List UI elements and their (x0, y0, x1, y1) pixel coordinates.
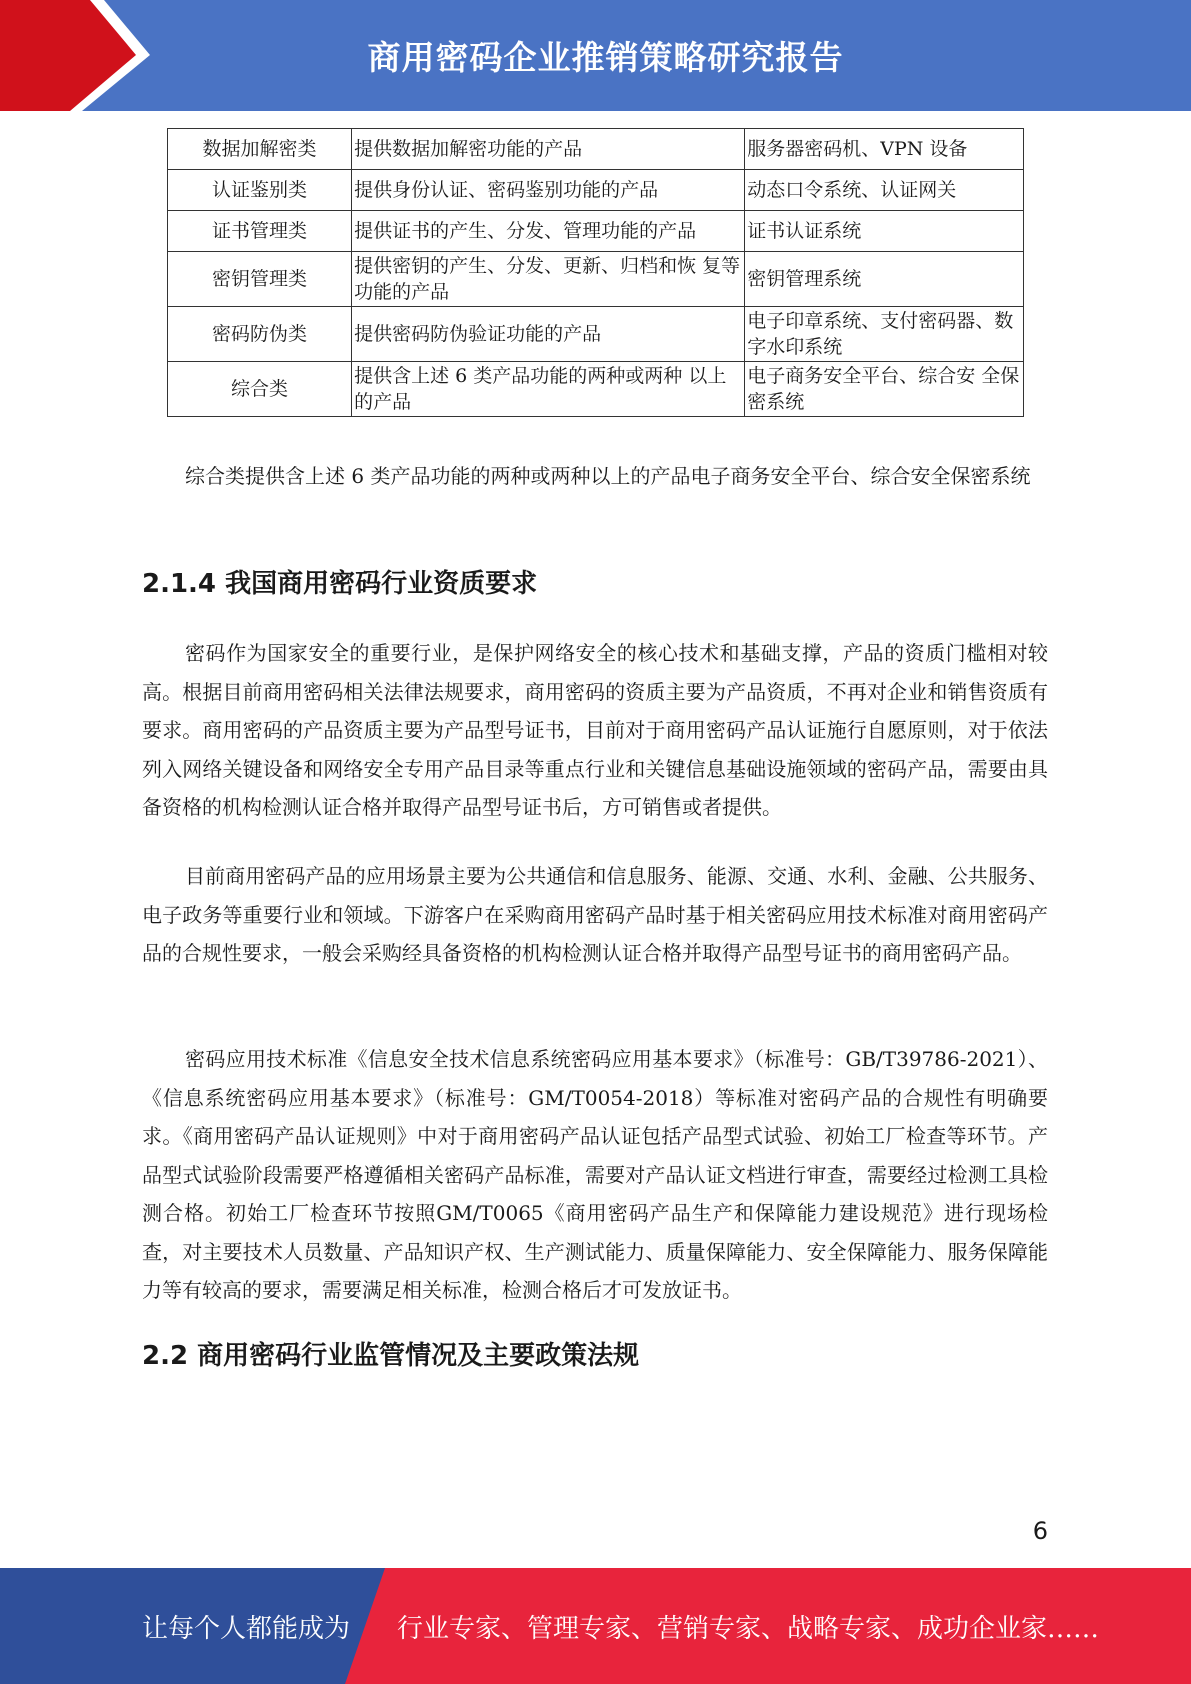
table-cell: 密钥管理类 (168, 252, 352, 307)
paragraph-application: 目前商用密码产品的应用场景主要为公共通信和信息服务、能源、交通、水利、金融、公共服务、电子政务等重要行业和领域。下游客户在采购商用密码产品时基于相关密码应用技术标准对商用密码产品的合规性要求，一般会采购经具备资格的机构检测认证合格并取得产品型号证书的商用密码产品。 (142, 864, 1048, 965)
table-cell: 证书管理类 (168, 211, 352, 252)
table-cell: 提供含上述 6 类产品功能的两种或两种 以上的产品 (352, 362, 745, 417)
table-cell: 动态口令系统、认证网关 (745, 170, 1024, 211)
table-row (168, 170, 1024, 211)
table-row (168, 307, 1024, 362)
table-row (168, 252, 1024, 307)
table-row (168, 362, 1024, 417)
table-cell: 密钥管理系统 (745, 252, 1024, 307)
table-cell: 数据加解密类 (168, 129, 352, 170)
header-arrow-decoration (0, 0, 170, 111)
paragraph-standards: 密码应用技术标准《信息安全技术信息系统密码应用基本要求》（标准号：GB/T39786-2021）、《信息系统密码应用基本要求》（标准号：GM/T0054-2018）等标准对密码产品的合规性有明确要求。《商用密码产品认证规则》中对于商用密码产品认证包括产品型式试验、初始工厂检查等环节。产品型式试验阶段需要严格遵循相关密码产品标准，需要对产品认证文档进行审查，需要经过检测工具检测合格。初始工厂检查环节按照GM/T0065《商用密码产品生产和保障能力建设规范》进行现场检查，对主要技术人员数量、产品知识产权、生产测试能力、质量保障能力、安全保障能力、服务保障能力等有较高的要求，需要满足相关标准，检测合格后才可发放证书。 (142, 1047, 1048, 1302)
table-cell: 提供数据加解密功能的产品 (352, 129, 745, 170)
page-footer (0, 1568, 1191, 1684)
paragraph-qualification: 密码作为国家安全的重要行业，是保护网络安全的核心技术和基础支撑，产品的资质门槛相对较高。根据目前商用密码相关法律法规要求，商用密码的资质主要为产品资质，不再对企业和销售资质有要求。商用密码的产品资质主要为产品型号证书，目前对于商用密码产品认证施行自愿原则，对于依法列入网络关键设备和网络安全专用产品目录等重点行业和关键信息基础设施领域的密码产品，需要由具备资格的机构检测认证合格并取得产品型号证书后，方可销售或者提供。 (142, 641, 1048, 819)
table-cell: 证书认证系统 (745, 211, 1024, 252)
table-row (168, 211, 1024, 252)
section-heading-2-1-4: 2.1.4 我国商用密码行业资质要求 (142, 569, 538, 599)
table-cell: 提供密码防伪验证功能的产品 (352, 307, 745, 362)
table-cell: 电子印章系统、支付密码器、数字水印系统 (745, 307, 1024, 362)
paragraph-summary: 综合类提供含上述 6 类产品功能的两种或两种以上的产品电子商务安全平台、综合安全保密系统 (185, 464, 1031, 488)
table-cell: 电子商务安全平台、综合安 全保密系统 (745, 362, 1024, 417)
table-cell: 服务器密码机、VPN 设备 (745, 129, 1024, 170)
table-cell: 综合类 (168, 362, 352, 417)
table-cell: 提供身份认证、密码鉴别功能的产品 (352, 170, 745, 211)
table-cell: 密码防伪类 (168, 307, 352, 362)
footer-slogan-left: 让每个人都能成为 (142, 1613, 351, 1644)
section-heading-2-2: 2.2 商用密码行业监管情况及主要政策法规 (142, 1341, 640, 1371)
page-header (0, 0, 1191, 111)
table-row (168, 129, 1024, 170)
footer-slogan-right: 行业专家、管理专家、营销专家、战略专家、成功企业家…… (397, 1613, 1100, 1644)
table-cell: 提供证书的产生、分发、管理功能的产品 (352, 211, 745, 252)
table-cell: 提供密钥的产生、分发、更新、归档和恢 复等功能的产品 (352, 252, 745, 307)
page-number: 6 (1032, 1517, 1048, 1545)
header-title: 商用密码企业推销策略研究报告 (367, 38, 844, 77)
product-category-table (167, 128, 1024, 417)
table-cell: 认证鉴别类 (168, 170, 352, 211)
